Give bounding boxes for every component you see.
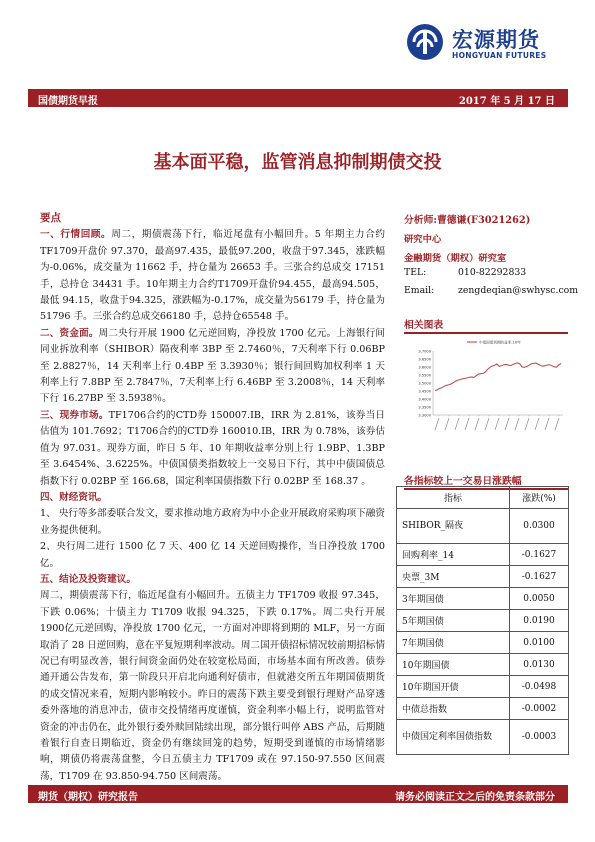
indicator-name: 3年期国债 [397,588,510,610]
section-text: TF1706合约的CTD券 150007.IB，IRR 为 2.81%，该券当日估值为 101.7692；T1706合约的CTD券 160010.IB，IRR 为 0.78%，该券估值为 97.031。现券方面，昨日 5 年、10 年期收益率分别上行 1.9BP、1.3BP 至 3.6454%、3.6225%。中债国债类指数较上一交易日下行，其中中债国债总指数下行 0.02BP 至 166.68，国定利率国债指数下行 0.02BP 至 168.37 。 [40,409,385,487]
section-news-label: 四、财经资讯。 [40,491,108,503]
section-conclusion-text: 周二，期债震荡下行，临近尾盘有小幅回升。五债主力 TF1709 收报 97.345，下跌 0.06%；十债主力 T1709 收报 94.325，下跌 0.17%。周二央行开展 1900亿元逆回购，净投放 1700 亿元，一方面对冲即将到期的 MLF，另一方面取消了 28 日逆回购，意在平复短期利率波动。周二国开债招标情况较前期招标情况已有明显改善，银行间资金面仍处在较宽松局面，市场基本面有所改善。债券通开通公告发布，第一阶段只开启北向通利好债市，但就港交所五年期国债期货的成交情况来看，短期内影响较小。昨日的震荡下跌主要受到银行理财产品穿透委外落地的消息冲击，债市交投情绪再度谨慎，资金利率小幅上行，说明监管对资金的冲击仍在，此外银行委外赎回陆续出现，部分银行叫停 ABS 产品，后期随着银行自查日期临近，资金仍有继续回笼的趋势，短期受到谨慎的市场情绪影响，期债仍将震荡盘整，今日五债主力 TF1709 或在 97.150-97.550 区间震荡，T1709 在 93.850-94.750 区间震荡。 [40,590,385,782]
indicator-table [396,486,569,755]
chart-y-tick-label: 3.4500 [418,389,431,394]
indicator-name: 央票_3M [397,566,510,588]
indicator-name: 10年期国债 [397,654,510,676]
indicator-name: 中债总指数 [397,698,510,720]
indicator-change: 0.0300 [510,509,569,544]
chart-legend-label: 中债国债到期收益率:10年 [479,340,521,345]
chart-x-tick-label [535,418,539,430]
footer-report-label: 期货（期权）研究报告 [38,792,138,803]
section-label: 二、资金面。 [40,327,99,339]
section-text: 周二央行开展 1900 亿元逆回购，净投放 1700 亿元。上海银行间同业拆放利率（SHIBOR）隔夜利率 3BP 至 2.7460％，7天利率下行 0.06BP 至 2.8827％，14 天利率上行 0.4BP 至 3.3930％；银行间回购加权利率 1 天利率上行 7.8BP 至 2.7847％，7天利率上行 6.46BP 至 3.2008％，14 天利率下行 16.27BP 至 3.5938％。 [40,327,385,405]
chart-x-tick-label [505,418,509,430]
table-section-title: 各指标较上一交易日涨跌幅 [404,476,522,487]
chart-x-tick-label [455,418,459,430]
chart-y-tick-label: 3.7000 [418,349,431,354]
chart-series-line [435,363,561,391]
chart-x-tick-label [515,418,519,430]
chart-x-tick-label [555,418,559,430]
indicator-change: -0.0002 [510,698,569,720]
table-row [397,698,569,720]
chart-x-tick-label [475,418,479,430]
chart-x-tick-label [545,418,549,430]
tel-label: TEL: [404,267,427,278]
chart-y-tick-label: 3.6500 [418,357,431,362]
chart-y-tick-label: 3.5000 [418,381,431,386]
footer-disclaimer: 请务必阅读正文之后的免责条款部分 [395,792,555,803]
section-conclusion-label: 五、结论及投资建议。 [40,573,136,585]
chart-y-tick-label: 3.5500 [418,373,431,378]
indicator-change: -0.0003 [510,720,569,755]
table-row [397,566,569,588]
chart-section-title: 相关图表 [404,320,444,331]
indicator-name: 5年期国债 [397,610,510,632]
tel-value: 010-82292833 [458,267,527,278]
indicator-name: 10年期国开债 [397,676,510,698]
table-row [397,676,569,698]
chart-x-tick-label [465,418,469,430]
summary-heading: 要点 [40,212,61,224]
report-date: 2017 年 5 月 17 日 [458,96,555,107]
section-liquidity [40,326,385,408]
analyst-name: 分析师:曹德谦(F3021262) [404,215,531,226]
table-row [397,632,569,654]
analyst-tel [404,267,526,278]
table-header-row [397,487,569,509]
indicator-change: -0.0498 [510,676,569,698]
summary-column [40,210,385,785]
news-item: 2、央行周二进行 1500 亿 7 天、400 亿 14 天逆回购操作，当日净投放 1700 亿。 [40,541,385,569]
indicator-name: 7年期国债 [397,632,510,654]
section-text: 周二，期债震荡下行，临近尾盘有小幅回升。5 年期主力合约TF1709开盘价 97.370，最高97.435，最低97.200，收盘于97.345，涨跌幅为-0.06%，成交量为 11662 手，持仓量为 26653 手。三张合约总成交 17151 手，总持仓 34431 手。10年期主力合约T1709开盘价94.455，最高94.505，最低 94.15，收盘于94.325，涨跌幅为-0.17%，成交量为56179 手，持仓量为 51796 手。三张合约总成交66180 手，总持仓65548 手。 [40,229,386,323]
chart-x-tick-label [485,418,489,430]
email-value: zengdeqian@swhysc.com [458,285,579,296]
indicator-change: 0.0100 [510,632,569,654]
indicator-name: SHIBOR_隔夜 [397,509,510,544]
chart-x-tick-label [445,418,449,430]
chart-x-tick-label [525,418,529,430]
chart-y-tick-label: 3.6000 [418,365,431,370]
table-header-cell: 涨跌(%) [510,487,569,509]
indicator-name: 回购利率_14 [397,544,510,566]
indicator-change: 0.0050 [510,588,569,610]
email-label: Email: [404,285,435,296]
analyst-email [404,285,578,296]
chart-x-tick-label [495,418,499,430]
table-row [397,654,569,676]
indicator-change: -0.1627 [510,544,569,566]
research-center: 研究中心 [404,234,442,245]
chart-y-tick-label: 3.4000 [418,397,431,402]
page-title: 基本面平稳，监管消息抑制期债交投 [153,152,442,173]
section-cash-bond [40,408,385,490]
indicator-change: 0.0130 [510,654,569,676]
section-rule [404,332,568,334]
table-row [397,720,569,755]
indicator-change: -0.1627 [510,566,569,588]
table-row [397,610,569,632]
table-row [397,544,569,566]
chart-y-tick-label: 3.3000 [418,413,431,418]
table-row [397,588,569,610]
indicator-change: 0.0190 [510,610,569,632]
indicator-name: 中债国定利率国债指数 [397,720,510,755]
logo-text-en: HONGYUAN FUTURES [452,51,547,60]
yield-chart [405,335,568,441]
table-row [397,509,569,544]
news-item: 1、 央行等多部委联合发文，要求推动地方政府为中小企业开展政府采购项下融资业务提供便利。 [40,508,385,536]
chart-x-tick-label [435,418,439,430]
section-label: 一、行情回顾。 [40,229,112,241]
research-dept: 金融期货（期权）研究室 [404,253,507,264]
section-label: 三、现券市场。 [40,409,109,421]
logo-text-cn: 宏源期货 [452,28,540,52]
table-header-cell: 指标 [397,487,510,509]
chart-y-tick-label: 3.3500 [418,405,431,410]
report-type: 国债期货早报 [38,96,98,107]
hongyuan-logo-icon [405,22,445,62]
section-market-review [40,227,385,325]
